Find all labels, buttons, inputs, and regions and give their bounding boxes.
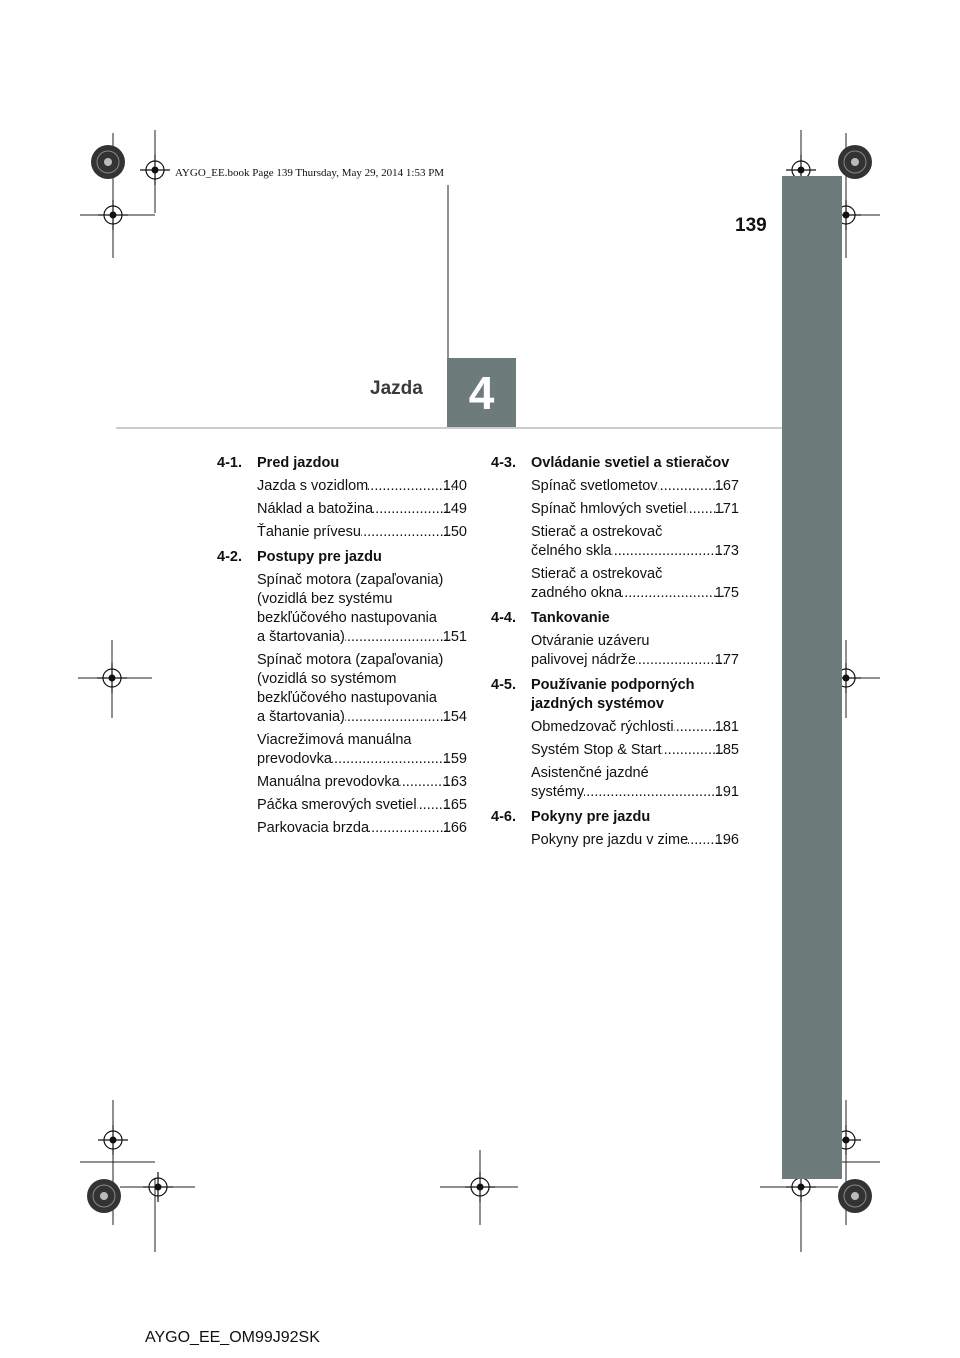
toc-page-number: 150 <box>442 524 467 540</box>
toc-entry-lastline <box>531 651 739 670</box>
section-title: Postupy pre jazdu <box>257 549 382 565</box>
toc-entry-text <box>257 773 467 792</box>
toc-entry-link[interactable] <box>257 651 467 727</box>
dot-leader <box>622 584 725 603</box>
toc-entry-text <box>531 632 739 670</box>
section-title: Pred jazdou <box>257 455 340 471</box>
toc-entry-lastline <box>531 477 739 496</box>
dot-leader <box>361 523 453 542</box>
toc-entry-link[interactable] <box>257 819 467 838</box>
toc-entry-label: Spínač svetlometov <box>531 478 658 494</box>
toc-entry-label: Spínač hmlových svetiel <box>531 501 687 517</box>
toc-entry-line: Spínač motora (zapaľovania) <box>257 652 444 668</box>
chapter-number-box: 4 <box>447 358 516 427</box>
toc-entry-line: Stierač a ostrekovač <box>531 566 663 582</box>
toc-entry-link[interactable] <box>257 796 467 815</box>
section-number: 4-3. <box>491 455 516 471</box>
toc-entry-link[interactable] <box>257 477 467 496</box>
toc-entry-link[interactable] <box>531 764 739 802</box>
toc-entry-label: Systém Stop & Start <box>531 742 662 758</box>
toc-entry-line: Asistenčné jazdné <box>531 765 649 781</box>
toc-entry-text <box>531 565 739 603</box>
section-number: 4-2. <box>217 549 242 565</box>
toc-entry-link[interactable] <box>257 571 467 647</box>
toc-section-heading <box>491 808 739 827</box>
toc-page-number: 185 <box>714 742 739 758</box>
toc-entry-label: zadného okna <box>531 585 623 601</box>
toc-entry-lastline <box>531 542 739 561</box>
toc-entry-label: Náklad a batožina <box>257 501 374 517</box>
toc-section-heading <box>217 454 467 473</box>
toc-entry-label: Obmedzovač rýchlosti <box>531 719 674 735</box>
section-title: Používanie podporných jazdných systémov <box>531 677 695 712</box>
toc-page-number: 196 <box>714 832 739 848</box>
chapter-tab-strip <box>782 176 842 1179</box>
toc-page-number: 140 <box>442 478 467 494</box>
toc-section-heading <box>491 609 739 628</box>
toc-page-number: 175 <box>714 585 739 601</box>
dot-leader <box>332 750 453 769</box>
toc-entry-lastline <box>531 783 739 802</box>
toc-entry-line: Spínač motora (zapaľovania) <box>257 572 444 588</box>
dot-leader <box>345 628 453 647</box>
dot-leader <box>368 477 453 496</box>
toc-entry-text <box>531 500 739 519</box>
toc-page-number: 173 <box>714 543 739 559</box>
toc-entry-lastline <box>257 750 467 769</box>
toc-entry-link[interactable] <box>257 773 467 792</box>
section-number: 4-6. <box>491 809 516 825</box>
toc-entry-link[interactable] <box>257 500 467 519</box>
toc-entry-label: a štartovania) <box>257 629 345 645</box>
toc-entry-lastline <box>531 500 739 519</box>
toc-entry-text <box>531 741 739 760</box>
toc-entry-lastline <box>257 523 467 542</box>
section-number: 4-4. <box>491 610 516 626</box>
section-number: 4-5. <box>491 677 516 693</box>
toc-entry-label: Páčka smerových svetiel <box>257 797 417 813</box>
toc-entry-lastline <box>531 584 739 603</box>
toc-page-number: 191 <box>714 784 739 800</box>
dot-leader <box>636 651 725 670</box>
toc-entry-line: bezkľúčového nastupovania <box>257 610 437 626</box>
toc-page-number: 166 <box>442 820 467 836</box>
toc-entry-line: Stierač a ostrekovač <box>531 524 663 540</box>
toc-entry-text <box>257 500 467 519</box>
dot-leader <box>369 819 453 838</box>
section-title: Pokyny pre jazdu <box>531 809 651 825</box>
toc-entry-label: Parkovacia brzda <box>257 820 370 836</box>
section-title: Tankovanie <box>531 610 610 626</box>
toc-page-number: 167 <box>714 478 739 494</box>
toc-page-number: 159 <box>442 751 467 767</box>
toc-entry-line: (vozidlá bez systému <box>257 591 393 607</box>
toc-entry-label: Pokyny pre jazdu v zime <box>531 832 689 848</box>
toc-entry-label: prevodovka <box>257 751 332 767</box>
toc-section-heading <box>217 548 467 567</box>
toc-entry-lastline <box>257 500 467 519</box>
toc-entry-link[interactable] <box>257 731 467 769</box>
toc-right-column <box>491 454 739 850</box>
toc-entry-lastline <box>531 831 739 850</box>
toc-entry-link[interactable] <box>531 831 739 850</box>
toc-entry-lastline <box>257 477 467 496</box>
toc-page-number: 181 <box>714 719 739 735</box>
toc-entry-lastline <box>531 718 739 737</box>
toc-entry-link[interactable] <box>531 565 739 603</box>
toc-entry-label: Jazda s vozidlom <box>257 478 369 494</box>
footer-code: AYGO_EE_OM99J92SK <box>145 1329 320 1346</box>
toc-section-heading <box>491 454 739 473</box>
toc-entry-link[interactable] <box>531 632 739 670</box>
section-number: 4-1. <box>217 455 242 471</box>
page-number: 139 <box>735 215 767 236</box>
toc-entry-line: Viacrežimová manuálna <box>257 732 412 748</box>
toc-entry-link[interactable] <box>531 718 739 737</box>
toc-entry-text <box>257 523 467 542</box>
section-title: Ovládanie svetiel a stieračov <box>531 455 730 471</box>
toc-entry-text <box>531 718 739 737</box>
toc-page-number: 171 <box>714 501 739 517</box>
toc-left-column <box>217 454 467 838</box>
toc-entry-text <box>531 477 739 496</box>
toc-page-number: 151 <box>442 629 467 645</box>
toc-page-number: 177 <box>714 652 739 668</box>
toc-entry-text <box>531 523 739 561</box>
toc-page-number: 154 <box>442 709 467 725</box>
toc-entry-line: (vozidlá so systémom <box>257 671 397 687</box>
toc-entry-label: a štartovania) <box>257 709 345 725</box>
chapter-title: Jazda <box>370 378 423 399</box>
toc-entry-lastline <box>257 708 467 727</box>
toc-entry-link[interactable] <box>531 477 739 496</box>
toc-entry-lastline <box>257 773 467 792</box>
toc-entry-link[interactable] <box>257 523 467 542</box>
dot-leader <box>584 783 725 802</box>
toc-entry-text <box>257 819 467 838</box>
toc-page-number: 165 <box>442 797 467 813</box>
toc-entry-lastline <box>531 741 739 760</box>
toc-page-number: 149 <box>442 501 467 517</box>
toc-entry-text <box>257 477 467 496</box>
toc-page-number: 163 <box>442 774 467 790</box>
toc-entry-label: systémy <box>531 784 585 800</box>
toc-entry-line: bezkľúčového nastupovania <box>257 690 437 706</box>
toc-entry-lastline <box>257 628 467 647</box>
toc-entry-text <box>257 796 467 815</box>
toc-entry-label: čelného skla <box>531 543 612 559</box>
toc-entry-lastline <box>257 796 467 815</box>
toc-entry-link[interactable] <box>531 523 739 561</box>
toc-section-heading <box>491 676 739 714</box>
toc-entry-lastline <box>257 819 467 838</box>
toc-entry-text <box>257 571 467 647</box>
toc-entry-text <box>257 731 467 769</box>
toc-entry-label: Manuálna prevodovka <box>257 774 400 790</box>
toc-entry-link[interactable] <box>531 500 739 519</box>
toc-entry-text <box>531 764 739 802</box>
toc-entry-link[interactable] <box>531 741 739 760</box>
toc-entry-label: Ťahanie prívesu <box>257 524 361 540</box>
book-stamp: AYGO_EE.book Page 139 Thursday, May 29, 2014 1:53 PM <box>175 167 445 179</box>
toc-entry-label: palivovej nádrže <box>531 652 636 668</box>
dot-leader <box>373 500 453 519</box>
dot-leader <box>612 542 725 561</box>
dot-leader <box>345 708 453 727</box>
toc-entry-text <box>257 651 467 727</box>
toc-entry-text <box>531 831 739 850</box>
toc-entry-line: Otváranie uzáveru <box>531 633 650 649</box>
